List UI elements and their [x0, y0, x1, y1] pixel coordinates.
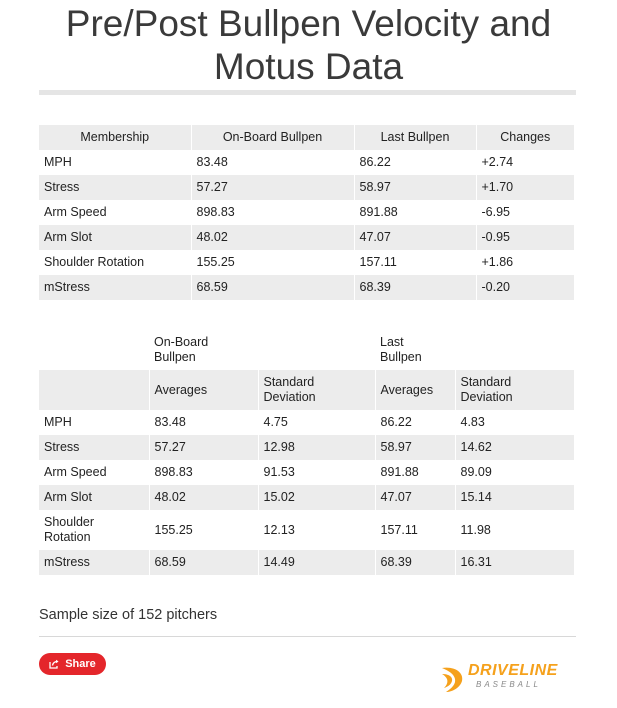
- table-header-row: [39, 125, 574, 150]
- table-cell: 68.39: [375, 550, 455, 575]
- table-cell: 891.88: [375, 460, 455, 485]
- table-cell: 14.49: [258, 550, 375, 575]
- group-header-line: On-Board: [154, 335, 209, 349]
- group-header-line: Last: [380, 335, 404, 349]
- table-cell: +2.74: [481, 155, 514, 169]
- table-cell: 83.48: [149, 410, 258, 435]
- comparison-table: [39, 125, 574, 300]
- subheader-averages: Averages: [149, 370, 258, 410]
- table-cell: 48.02: [149, 485, 258, 510]
- table-cell: 58.97: [354, 175, 476, 200]
- table-cell: 91.53: [258, 460, 375, 485]
- share-label: Share: [65, 658, 96, 670]
- column-header: Changes: [476, 125, 574, 150]
- table-cell: 68.59: [149, 550, 258, 575]
- table-row: [39, 150, 574, 175]
- table-cell: Arm Speed: [39, 200, 191, 225]
- table-cell: 15.14: [455, 485, 574, 510]
- column-header: Last Bullpen: [354, 125, 476, 150]
- table-cell: 47.07: [354, 225, 476, 250]
- statistics-table: [39, 333, 574, 575]
- table-row: [39, 485, 574, 510]
- empty-cell: [39, 370, 149, 410]
- row-label: MPH: [39, 410, 149, 435]
- table-row: [39, 410, 574, 435]
- table-cell: Shoulder Rotation: [39, 250, 191, 275]
- table-cell: 58.97: [375, 435, 455, 460]
- table-cell: -6.95: [481, 205, 510, 219]
- table-cell: 86.22: [375, 410, 455, 435]
- share-icon: [49, 659, 60, 669]
- table-row: [39, 510, 574, 550]
- table-cell: 89.09: [460, 465, 492, 479]
- table-cell: 11.98: [460, 522, 491, 537]
- table-cell: mStress: [39, 275, 191, 300]
- group-header-row: [39, 333, 574, 370]
- table-row: [39, 550, 574, 575]
- row-label: Arm Slot: [39, 485, 149, 510]
- row-label: Stress: [39, 435, 149, 460]
- table-cell: 86.22: [354, 150, 476, 175]
- subheader-averages: Averages: [375, 370, 455, 410]
- table-cell: 83.48: [191, 150, 354, 175]
- table-cell: 155.25: [191, 250, 354, 275]
- column-header: On-Board Bullpen: [191, 125, 354, 150]
- table-cell: -0.95: [476, 225, 574, 250]
- table-cell: 4.83: [460, 415, 485, 429]
- table-row: [39, 225, 574, 250]
- footer-divider: [39, 636, 576, 637]
- title-line-1: Pre/Post Bullpen Velocity and: [65, 3, 552, 44]
- column-header: Membership: [39, 125, 191, 150]
- table-cell: 898.83: [191, 200, 354, 225]
- group-header-onboard: [149, 333, 375, 370]
- table-row: [39, 250, 574, 275]
- share-button[interactable]: [39, 653, 106, 675]
- driveline-logo: [440, 662, 565, 694]
- page-title: [0, 2, 617, 88]
- table-cell: 68.39: [354, 275, 476, 300]
- table-cell: 16.31: [455, 550, 574, 575]
- table-cell: 891.88: [354, 200, 476, 225]
- subheader-std: Standard Deviation: [455, 370, 574, 410]
- table-cell: 155.25: [149, 510, 258, 550]
- empty-cell: [39, 333, 149, 370]
- subheader-std: Standard Deviation: [258, 370, 375, 410]
- row-label: mStress: [39, 550, 149, 575]
- table-row: [39, 435, 574, 460]
- table-cell: -0.20: [476, 275, 574, 300]
- table-row: [39, 200, 574, 225]
- row-label: Shoulder Rotation: [39, 510, 149, 550]
- table-cell: 15.02: [258, 485, 375, 510]
- table-cell: 12.13: [258, 510, 375, 550]
- title-divider: [39, 90, 576, 95]
- table-cell: 898.83: [149, 460, 258, 485]
- table-cell: 57.27: [149, 435, 258, 460]
- table-cell: 14.62: [455, 435, 574, 460]
- group-header-line: Bullpen: [154, 350, 196, 364]
- table-cell: Arm Slot: [39, 225, 191, 250]
- table-cell: 4.75: [258, 410, 375, 435]
- subheader-row: [39, 370, 574, 410]
- group-header-line: Bullpen: [380, 350, 422, 364]
- table-cell: +1.70: [476, 175, 574, 200]
- logo-wordmark: DRIVELINE: [468, 662, 558, 679]
- table-cell: +1.86: [481, 255, 514, 269]
- table-cell: 12.98: [258, 435, 375, 460]
- table-cell: 48.02: [191, 225, 354, 250]
- table-cell: MPH: [39, 150, 191, 175]
- title-line-2: Motus Data: [213, 46, 404, 87]
- table-cell: 157.11: [375, 510, 455, 550]
- table-cell: 47.07: [375, 485, 455, 510]
- table-row: [39, 275, 574, 300]
- table-row: [39, 460, 574, 485]
- sample-size-text: Sample size of 152 pitchers: [39, 607, 218, 623]
- table-cell: 57.27: [191, 175, 354, 200]
- group-header-last: [375, 333, 574, 370]
- table-cell: 157.11: [354, 250, 476, 275]
- logo-subtext: BASEBALL: [476, 680, 541, 689]
- table-cell: 68.59: [191, 275, 354, 300]
- table-cell: Stress: [39, 175, 191, 200]
- row-label: Arm Speed: [39, 460, 149, 485]
- logo-swoosh-icon: [440, 664, 470, 694]
- table-row: [39, 175, 574, 200]
